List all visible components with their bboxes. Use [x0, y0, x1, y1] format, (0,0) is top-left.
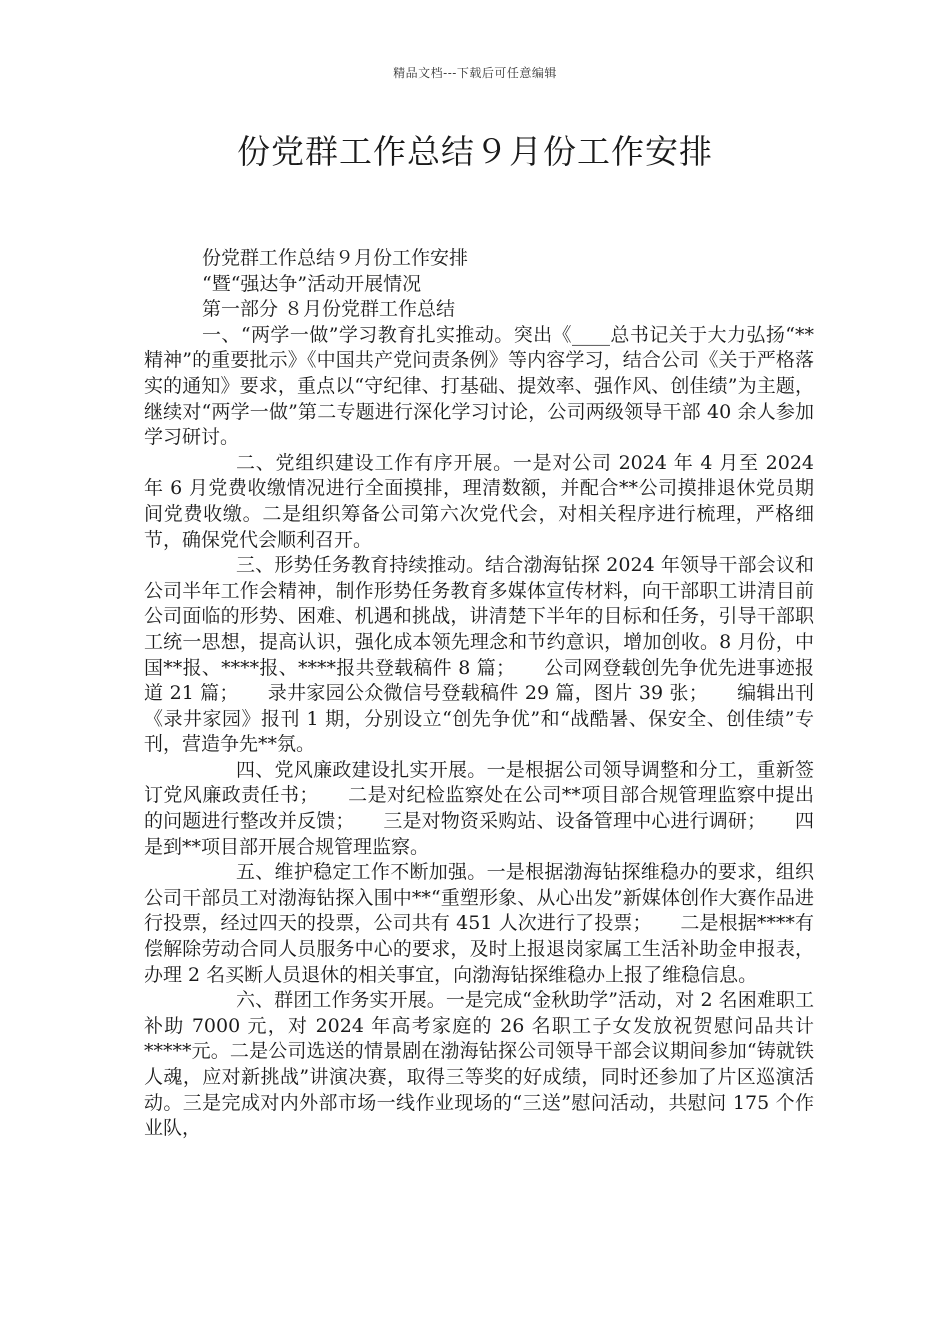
- paragraph-study-education: 一、“两学一做”学习教育扎实推动。突出《____总书记关于大力弘扬“**精神”的重要批示》《中国共产党问责条例》等内容学习，结合公司《关于严格落实的通知》要求，重点以“守纪律、打基础、提效率、强作风、创佳绩”为主题，继续对“两学一做”第二专题进行深化学习讨论，公司两级领导干部 40 余人参加学习研讨。: [144, 323, 814, 449]
- subtitle-line: 第一部分 ８月份党群工作总结: [202, 298, 456, 321]
- document-body: [144, 246, 814, 1142]
- paragraph-mass-organization: 六、群团工作务实开展。一是完成“金秋助学”活动，对 2 名困难职工补助 7000 元，对 2024 年高考家庭的 26 名职工子女发放祝贺慰问品共计*****元。二是公司选送的情景剧在渤海钻探公司领导干部会议期间参加“铸就铁人魂，应对新挑战”讲演决赛，取得三等奖的好成绩，同时还参加了片区巡演活动。三是完成对内外部市场一线作业现场的“三送”慰问活动，共慰问 175 个作业队，: [144, 989, 814, 1140]
- paragraph-situation-education: 三、形势任务教育持续推动。结合渤海钻探 2024 年领导干部会议和公司半年工作会精神，制作形势任务教育多媒体宣传材料，向干部职工讲清目前公司面临的形势、困难、机遇和挑战，讲清楚下半年的目标和任务，引导干部职工统一思想，提高认识，强化成本领先理念和节约意识，增加创收。8 月份，中国**报、****报、****报共登载稿件 8 篇； 公司网登载创先争优先进事迹报道 21 篇； 录井家园公众微信号登载稿件 29 篇，图片 39 张； 编辑出刊《录井家园》报刊 1 期，分别设立“创先争优”和“战酷暑、保安全、创佳绩”专刊，营造争先**氛。: [144, 554, 814, 756]
- page-header-watermark: 精品文档---下载后可任意编辑: [393, 66, 557, 80]
- paragraph-party-organization: 二、党组织建设工作有序开展。一是对公司 2024 年 4 月至 2024 年 6 月党费收缴情况进行全面摸排，理清数额，并配合**公司摸排退休党员期间党费收缴。二是组织筹备公司第六次党代会，对相关程序进行梳理，严格细节，确保党代会顺利召开。: [144, 451, 814, 551]
- paragraph-integrity-building: 四、党风廉政建设扎实开展。一是根据公司领导调整和分工，重新签订党风廉政责任书； 二是对纪检监察处在公司**项目部合规管理监察中提出的问题进行整改并反馈； 三是对物资采购站、设备管理中心进行调研； 四是到**项目部开展合规管理监察。: [144, 758, 814, 858]
- paragraph-stability-work: 五、维护稳定工作不断加强。一是根据渤海钻探维稳办的要求，组织公司干部员工对渤海钻探入围中**“重塑形象、从心出发”新媒体创作大赛作品进行投票，经过四天的投票，公司共有 451 人次进行了投票； 二是根据****有偿解除劳动合同人员服务中心的要求，及时上报退岗家属工生活补助金申报表，办理 2 名买断人员退休的相关事宜，向渤海钻探维稳办上报了维稳信息。: [144, 861, 814, 986]
- subtitle-line: “暨“强达争”活动开展情况: [202, 272, 422, 295]
- subtitle-line: 份党群工作总结９月份工作安排: [202, 247, 469, 269]
- document-title: 份党群工作总结９月份工作安排: [237, 132, 713, 171]
